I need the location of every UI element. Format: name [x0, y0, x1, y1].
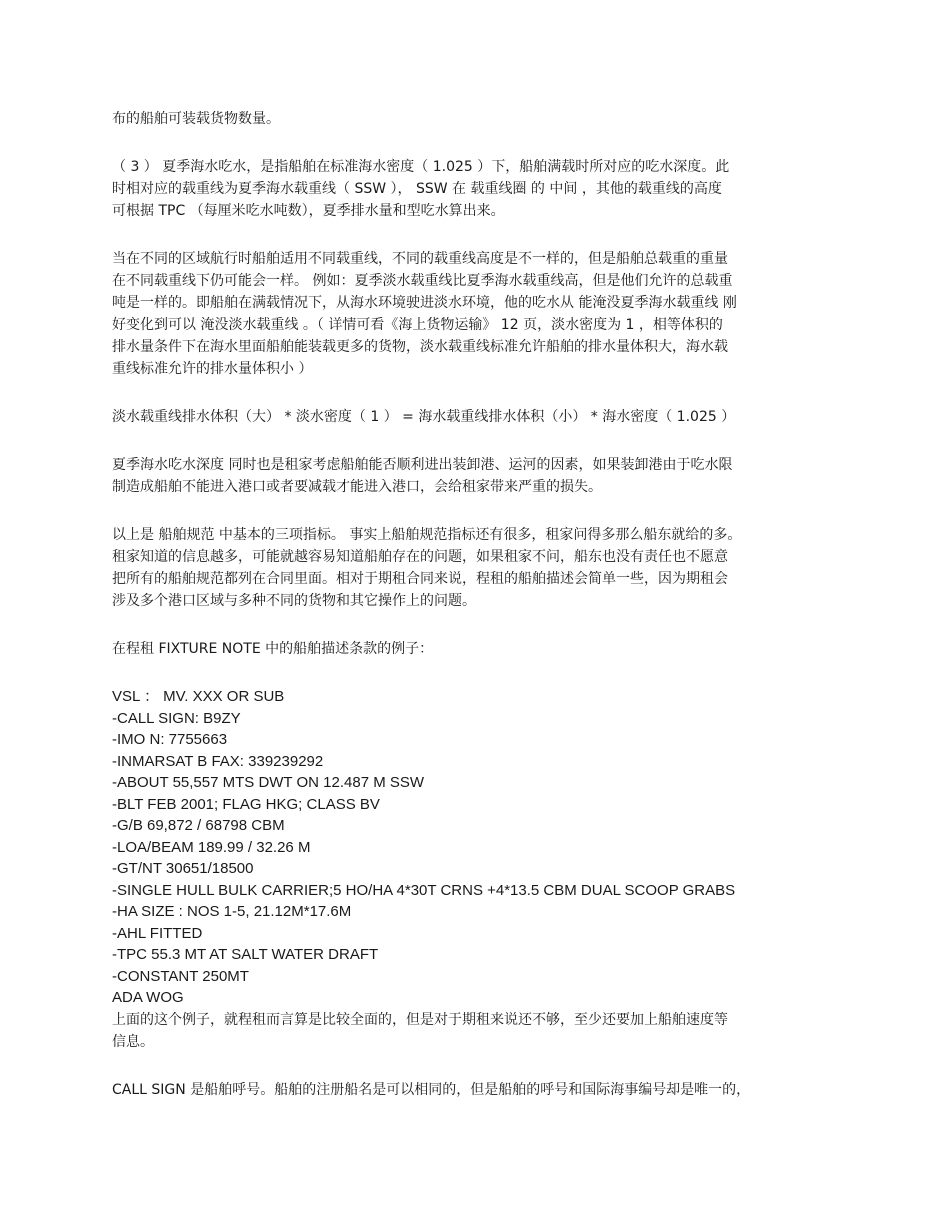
text-line: 租家知道的信息越多，可能就越容易知道船舶存在的问题，如果租家不问，船东也没有责任也不愿意	[112, 549, 728, 565]
text-line: （ 3 ） 夏季海水吃水，是指船舶在标准海水密度（ 1.025 ）下，船舶满载时所对应的吃水深度。此	[112, 159, 730, 175]
paragraph-load-lines	[112, 248, 852, 380]
text-line: 时相对应的载重线为夏季海水载重线（ SSW ）， SSW 在 载重线圈 的 中间 ，其他的载重线的高度	[112, 181, 722, 197]
text-line: 信息。	[112, 1033, 154, 1050]
spec-line: -AHL FITTED	[112, 924, 203, 942]
text-line: 上面的这个例子，就程租而言算是比较全面的，但是对于期租来说还不够，至少还要加上船舶速度等	[112, 1011, 728, 1028]
text-line: 当在不同的区域航行时船舶适用不同载重线，不同的载重线高度是不一样的，但是船舶总载重的重量	[112, 251, 728, 267]
spec-line: -SINGLE HULL BULK CARRIER;5 HO/HA 4*30T CRNS +4*13.5 CBM DUAL SCOOP GRABS	[112, 881, 736, 899]
text-line: 排水量条件下在海水里面船舶能装载更多的货物，淡水载重线标准允许船舶的排水量体积大，海水载	[112, 339, 728, 355]
paragraph-cargo-quantity	[112, 108, 852, 130]
document-page	[112, 108, 852, 1127]
text-line: 淡水载重线排水体积（大） * 淡水密度（ 1 ） = 海水载重线排水体积（小） * 海水密度（ 1.025 ）	[112, 409, 736, 425]
paragraph-draft-factor	[112, 454, 852, 498]
spec-line: -TPC 55.3 MT AT SALT WATER DRAFT	[112, 946, 379, 963]
text-line: 在程租 FIXTURE NOTE 中的船舶描述条款的例子：	[112, 641, 434, 657]
text-line: 以上是 船舶规范 中基本的三项指标。 事实上船舶规范指标还有很多，租家问得多那么船东就给的多。	[112, 527, 742, 543]
spec-line: -CALL SIGN: B9ZY	[112, 709, 241, 727]
text-line: 涉及多个港口区域与多种不同的货物和其它操作上的问题。	[112, 593, 476, 609]
paragraph-call-sign	[112, 1079, 852, 1101]
paragraph-formula	[112, 406, 852, 428]
spec-line: -IMO N: 7755663	[112, 731, 228, 748]
paragraph-example-comment	[112, 1009, 852, 1053]
text-line: 制造成船舶不能进入港口或者要减载才能进入港口，会给租家带来严重的损失。	[112, 479, 602, 495]
paragraph-fixture-note-intro	[112, 638, 852, 660]
text-line: CALL SIGN 是船舶呼号。船舶的注册船名是可以相同的，但是船舶的呼号和国际海事编号却是唯一的，	[112, 1081, 751, 1098]
text-line: 吨是一样的。即船舶在满载情况下，从海水环境驶进淡水环境，他的吃水从 能淹没夏季海水载重线 刚	[112, 295, 737, 311]
spec-line: VSL ： MV. XXX OR SUB	[112, 688, 285, 705]
spec-line: ADA WOG	[112, 989, 184, 1006]
spec-line: -BLT FEB 2001; FLAG HKG; CLASS BV	[112, 795, 380, 813]
text-line: 可根据 TPC （每厘米吃水吨数），夏季排水量和型吃水算出来。	[112, 203, 505, 219]
spec-line: -ABOUT 55,557 MTS DWT ON 12.487 M SSW	[112, 774, 425, 791]
spec-line: -CONSTANT 250MT	[112, 967, 249, 985]
spec-line: -LOA/BEAM 189.99 / 32.26 M	[112, 838, 311, 856]
spec-line: -G/B 69,872 / 68798 CBM	[112, 817, 285, 834]
vessel-description-block	[112, 686, 852, 1009]
paragraph-specs-summary	[112, 524, 852, 612]
spec-line: -INMARSAT B FAX: 339239292	[112, 752, 324, 770]
text-line: 布的船舶可装载货物数量。	[112, 111, 280, 127]
spec-line: -HA SIZE : NOS 1-5, 21.12M*17.6M	[112, 903, 352, 920]
text-line: 重线标准允许的排水量体积小 ）	[112, 361, 313, 377]
text-line: 好变化到可以 淹没淡水载重线 。（ 详情可看《海上货物运输》 12 页，淡水密度为 1 ，相等体积的	[112, 317, 723, 333]
text-line: 夏季海水吃水深度 同时也是租家考虑船舶能否顺利进出装卸港、运河的因素，如果装卸港由于吃水限	[112, 457, 733, 473]
text-line: 在不同载重线下仍可能会一样。 例如：夏季淡水载重线比夏季海水载重线高，但是他们允许的总载重	[112, 273, 733, 289]
text-line: 把所有的船舶规范都列在合同里面。相对于期租合同来说，程租的船舶描述会简单一些，因为期租会	[112, 571, 728, 587]
paragraph-summer-draft	[112, 156, 852, 222]
spec-line: -GT/NT 30651/18500	[112, 860, 254, 877]
